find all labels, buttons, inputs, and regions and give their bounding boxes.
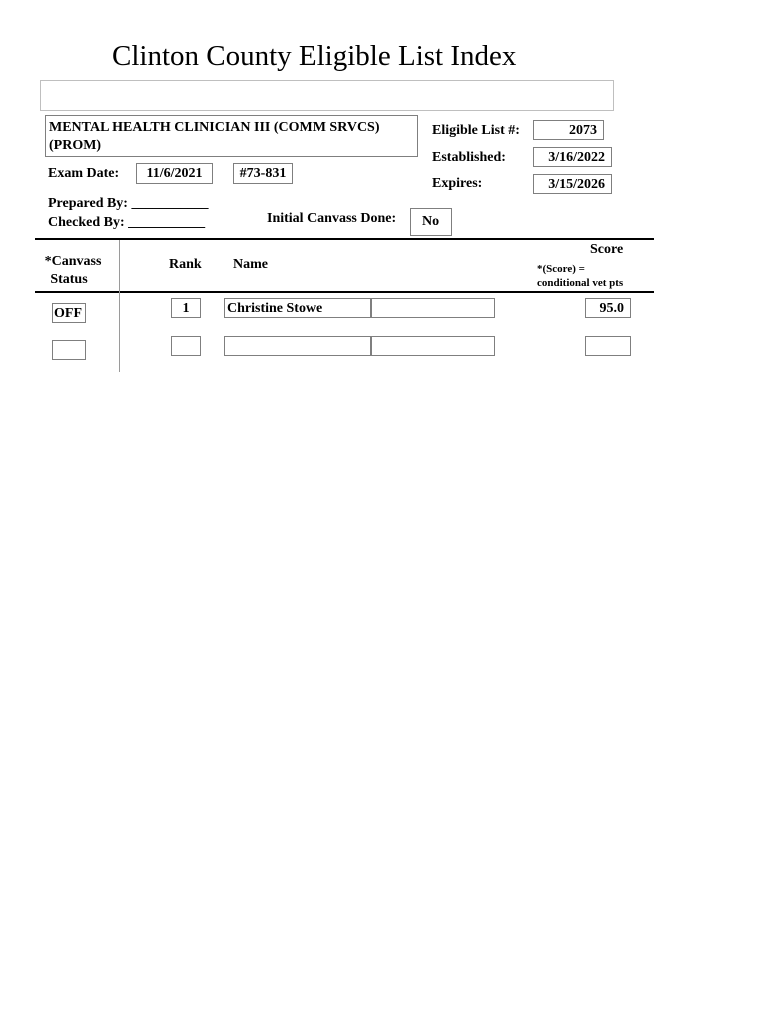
name-field[interactable]: Christine Stowe bbox=[224, 298, 371, 318]
score-note-line2: conditional vet pts bbox=[537, 277, 624, 289]
header-blank-field[interactable] bbox=[40, 80, 614, 111]
score-field[interactable] bbox=[585, 336, 631, 356]
eligible-list-label: Eligible List #: bbox=[432, 123, 520, 138]
canvass-status-field[interactable]: OFF bbox=[52, 303, 86, 323]
expires-date-field[interactable]: 3/15/2026 bbox=[533, 174, 612, 194]
prepared-by-label: Prepared By: ___________ bbox=[48, 196, 209, 211]
canvass-header-line1: *Canvass bbox=[44, 254, 102, 269]
eligible-list-number-field[interactable]: 2073 bbox=[533, 120, 604, 140]
established-label: Established: bbox=[432, 150, 506, 165]
name-extra-field[interactable] bbox=[371, 298, 495, 318]
canvass-status-field[interactable] bbox=[52, 340, 86, 360]
page-title: Clinton County Eligible List Index bbox=[112, 40, 517, 72]
expires-label: Expires: bbox=[432, 176, 483, 191]
exam-date-field[interactable]: 11/6/2021 bbox=[136, 163, 213, 184]
exam-date-label: Exam Date: bbox=[48, 166, 120, 181]
name-field[interactable] bbox=[224, 336, 371, 356]
canvass-column-divider bbox=[119, 240, 120, 372]
checked-by-label: Checked By: ___________ bbox=[48, 215, 206, 230]
exam-number-field[interactable]: #73-831 bbox=[233, 163, 293, 184]
initial-canvass-field[interactable]: No bbox=[410, 208, 452, 236]
name-extra-field[interactable] bbox=[371, 336, 495, 356]
table-header-rule bbox=[35, 291, 654, 293]
rank-field[interactable] bbox=[171, 336, 201, 356]
rank-field[interactable]: 1 bbox=[171, 298, 201, 318]
established-date-field[interactable]: 3/16/2022 bbox=[533, 147, 612, 167]
rank-header: Rank bbox=[169, 257, 202, 272]
name-header: Name bbox=[233, 257, 268, 272]
score-field[interactable]: 95.0 bbox=[585, 298, 631, 318]
canvass-header-line2: Status bbox=[50, 272, 88, 287]
initial-canvass-label: Initial Canvass Done: bbox=[267, 211, 397, 226]
position-title-field[interactable]: MENTAL HEALTH CLINICIAN III (COMM SRVCS)(PROM) bbox=[45, 115, 418, 157]
score-note-line1: *(Score) = bbox=[537, 263, 585, 275]
table-top-rule bbox=[35, 238, 654, 240]
score-header: Score bbox=[590, 242, 624, 257]
